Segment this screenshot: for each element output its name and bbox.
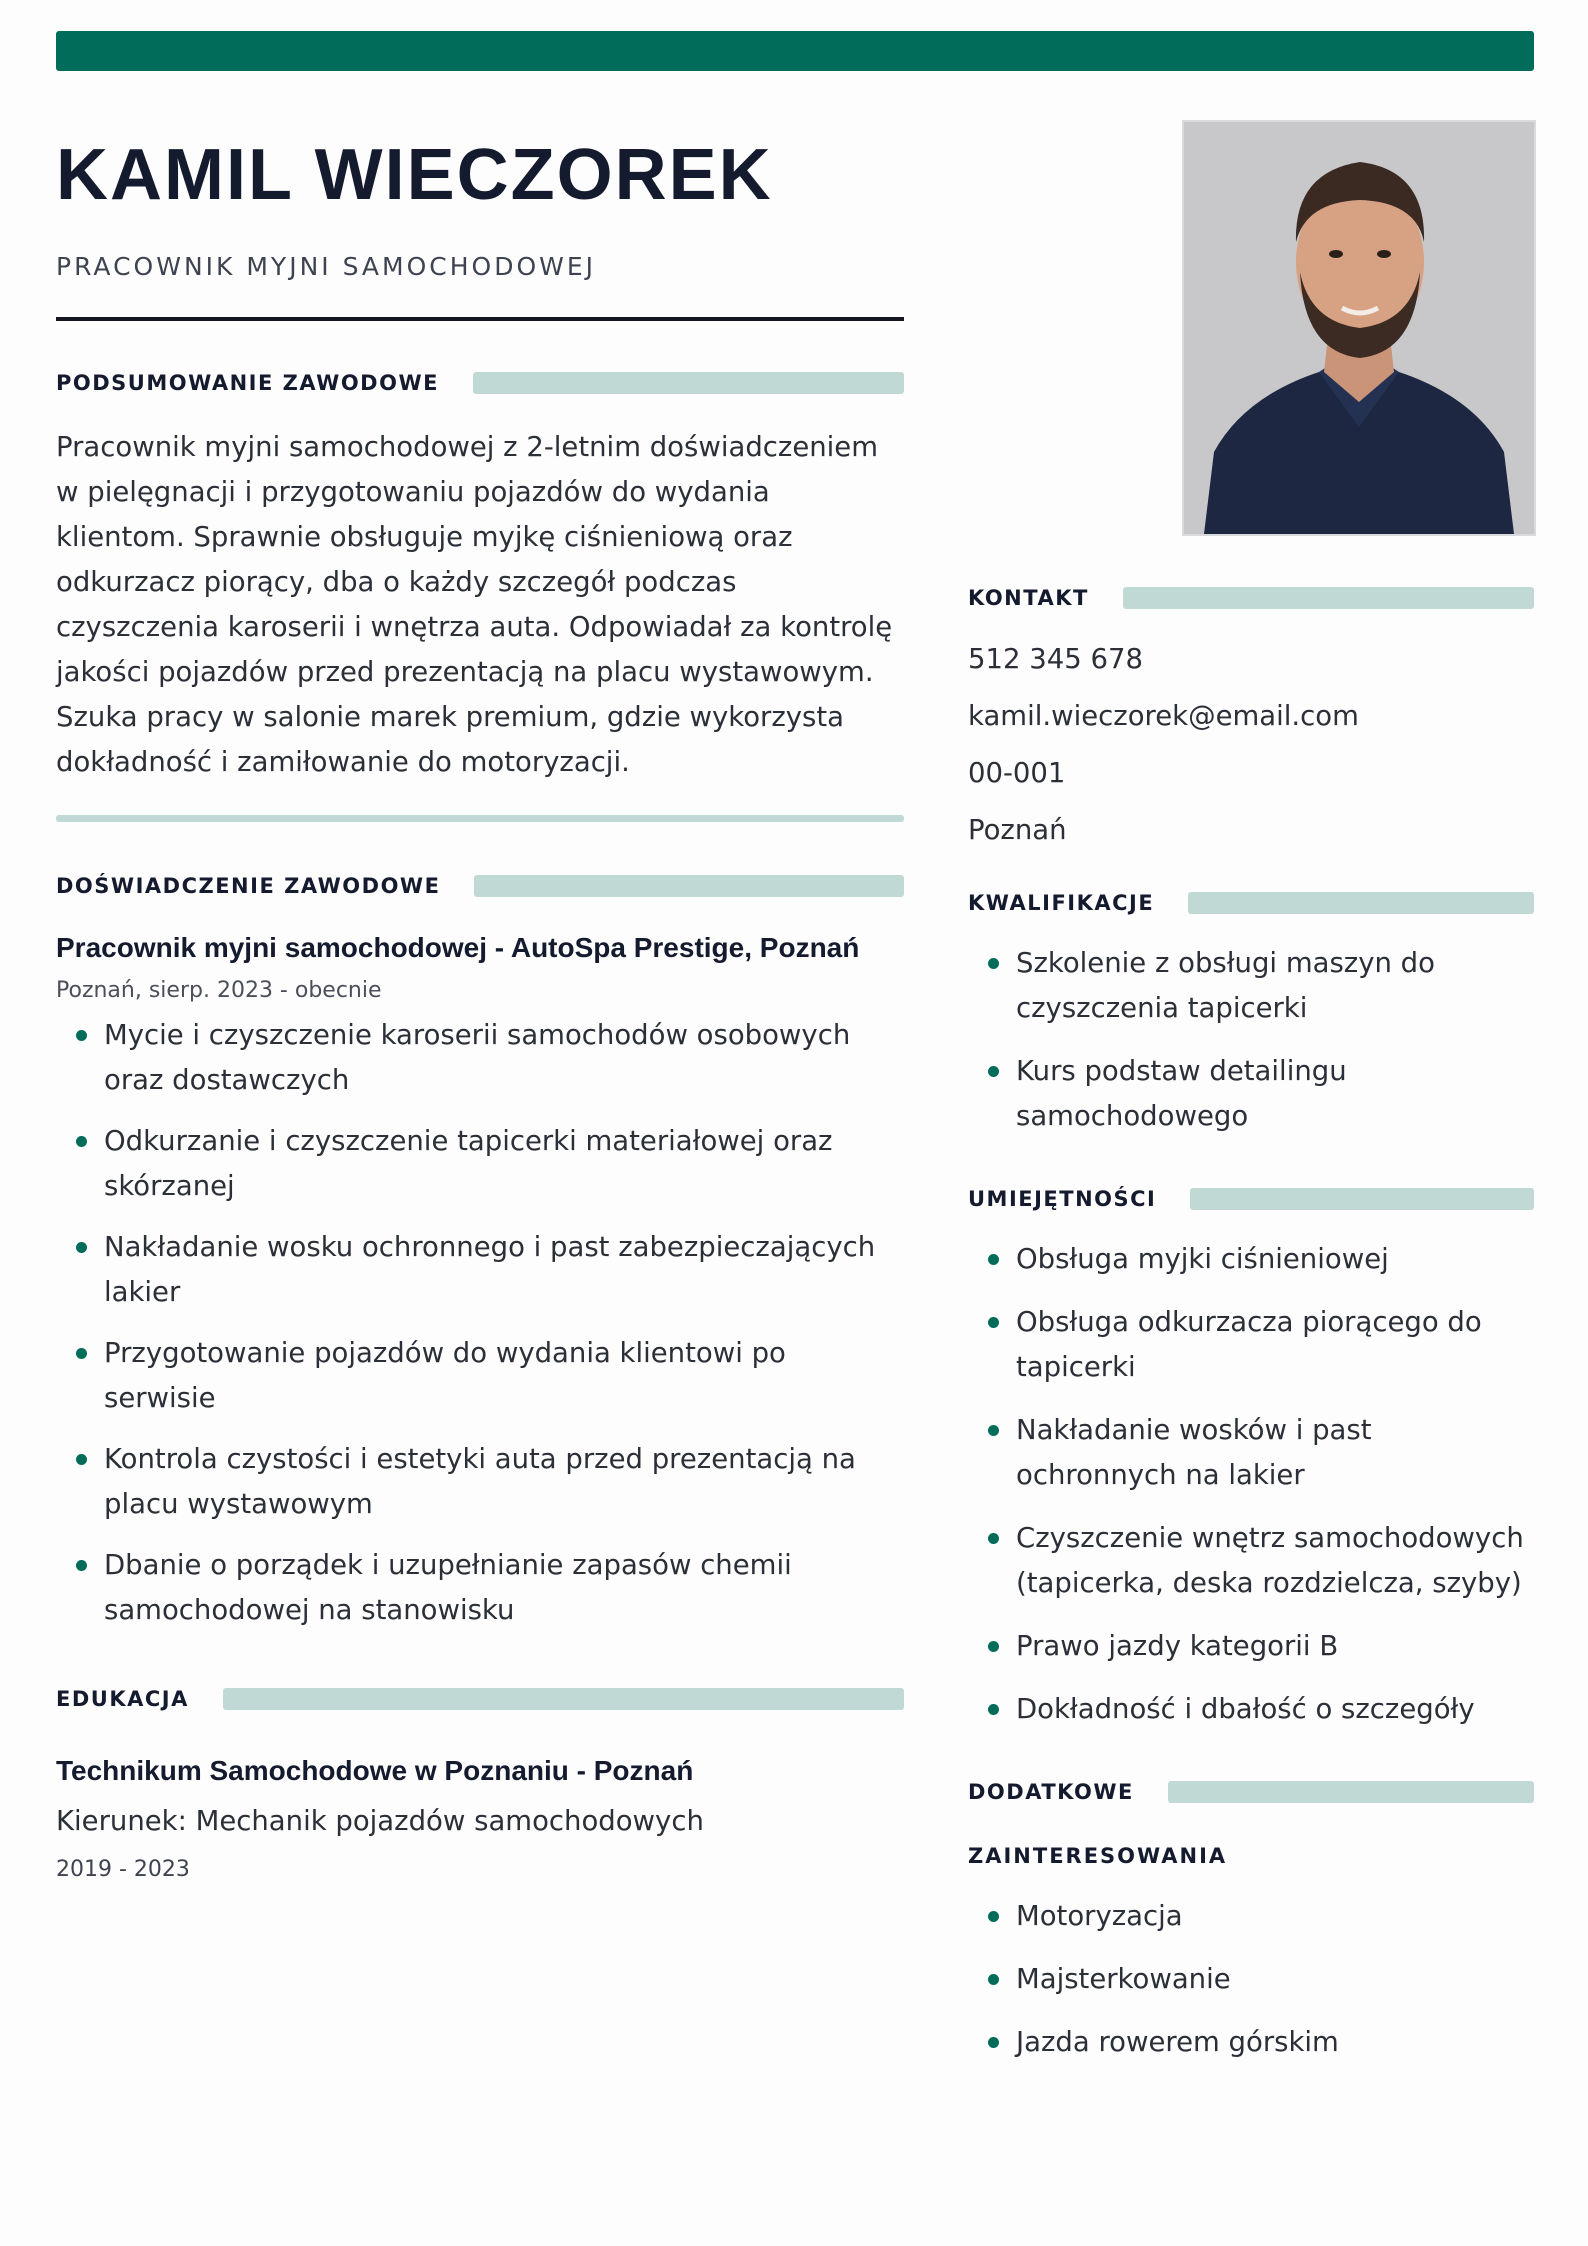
- education-direction: Kierunek: Mechanik pojazdów samochodowych: [56, 1805, 704, 1837]
- summary-heading-label: PODSUMOWANIE ZAWODOWE: [56, 371, 439, 395]
- qualifications-list: [968, 941, 1534, 1139]
- education-years: 2019 - 2023: [56, 1857, 190, 1882]
- summary-heading: [56, 371, 904, 395]
- job-title: Pracownik myjni samochodowej - AutoSpa Prestige, Poznań: [56, 932, 860, 963]
- contact-email[interactable]: kamil.wieczorek@email.com: [968, 700, 1359, 732]
- list-item: Dbanie o porządek i uzupełnianie zapasów chemii samochodowej na stanowisku: [56, 1543, 904, 1633]
- candidate-name: KAMIL WIECZOREK: [56, 135, 773, 215]
- list-item: Jazda rowerem górskim: [968, 2020, 1534, 2065]
- list-item: Odkurzanie i czyszczenie tapicerki materiałowej oraz skórzanej: [56, 1119, 904, 1209]
- education-heading: [56, 1687, 904, 1711]
- list-item: Kontrola czystości i estetyki auta przed prezentacją na placu wystawowym: [56, 1437, 904, 1527]
- portrait-image: [1184, 122, 1534, 534]
- education-school: Technikum Samochodowe w Poznaniu - Poznań: [56, 1755, 694, 1786]
- header-divider: [56, 317, 904, 321]
- contact-heading: [968, 586, 1534, 610]
- section-bar: [474, 875, 904, 897]
- list-item: Kurs podstaw detailingu samochodowego: [968, 1049, 1534, 1139]
- list-item: Szkolenie z obsługi maszyn do czyszczenia tapicerki: [968, 941, 1534, 1031]
- list-item: Obsługa myjki ciśnieniowej: [968, 1237, 1534, 1282]
- qualifications-heading: [968, 891, 1534, 915]
- summary-divider: [56, 815, 904, 822]
- list-item: Przygotowanie pojazdów do wydania klientowi po serwisie: [56, 1331, 904, 1421]
- section-bar: [223, 1688, 904, 1710]
- section-bar: [473, 372, 904, 394]
- section-bar: [1123, 587, 1534, 609]
- skills-heading: [968, 1187, 1534, 1211]
- contact-heading-label: KONTAKT: [968, 586, 1089, 610]
- qualifications-heading-label: KWALIFIKACJE: [968, 891, 1155, 915]
- left-column: [56, 130, 904, 1882]
- summary-text: Pracownik myjni samochodowej z 2-letnim doświadczeniem w pielęgnacji i przygotowaniu pojazdów do wydania klientom. Sprawnie obsługuje myjkę ciśnieniową oraz odkurzacz piorący, dba o każdy szczegół podczas czyszczenia karoserii i wnętrza auta. Odpowiadał za kontrolę jakości pojazdów przed prezentacją na placu wystawowym. Szuka pracy w salonie marek premium, gdzie wykorzysta dokładność i zamiłowanie do motoryzacji.: [56, 431, 893, 778]
- candidate-title: PRACOWNIK MYJNI SAMOCHODOWEJ: [56, 252, 597, 281]
- additional-heading: [968, 1780, 1534, 1804]
- section-bar: [1188, 892, 1534, 914]
- profile-photo: [1182, 120, 1536, 536]
- right-column: [968, 120, 1534, 2065]
- list-item: Mycie i czyszczenie karoserii samochodów osobowych oraz dostawczych: [56, 1013, 904, 1103]
- contact-postal: 00-001: [968, 757, 1066, 789]
- job-meta: Poznań, sierp. 2023 - obecnie: [56, 978, 382, 1003]
- section-bar: [1168, 1781, 1534, 1803]
- top-accent-bar: [56, 31, 1534, 71]
- list-item: Motoryzacja: [968, 1894, 1534, 1939]
- experience-heading: [56, 874, 904, 898]
- additional-heading-label: DODATKOWE: [968, 1780, 1134, 1804]
- experience-list: [56, 1013, 904, 1633]
- list-item: Prawo jazdy kategorii B: [968, 1624, 1534, 1669]
- interests-heading: ZAINTERESOWANIA: [968, 1844, 1228, 1868]
- skills-heading-label: UMIEJĘTNOŚCI: [968, 1187, 1157, 1211]
- list-item: Nakładanie wosków i past ochronnych na lakier: [968, 1408, 1534, 1498]
- section-bar: [1190, 1188, 1534, 1210]
- skills-list: [968, 1237, 1534, 1732]
- list-item: Nakładanie wosku ochronnego i past zabezpieczających lakier: [56, 1225, 904, 1315]
- education-heading-label: EDUKACJA: [56, 1687, 189, 1711]
- list-item: Dokładność i dbałość o szczegóły: [968, 1687, 1534, 1732]
- contact-city: Poznań: [968, 814, 1067, 846]
- list-item: Majsterkowanie: [968, 1957, 1534, 2002]
- list-item: Obsługa odkurzacza piorącego do tapicerki: [968, 1300, 1534, 1390]
- experience-heading-label: DOŚWIADCZENIE ZAWODOWE: [56, 874, 441, 898]
- list-item: Czyszczenie wnętrz samochodowych (tapicerka, deska rozdzielcza, szyby): [968, 1516, 1534, 1606]
- contact-phone[interactable]: 512 345 678: [968, 643, 1143, 675]
- interests-list: [968, 1894, 1534, 2065]
